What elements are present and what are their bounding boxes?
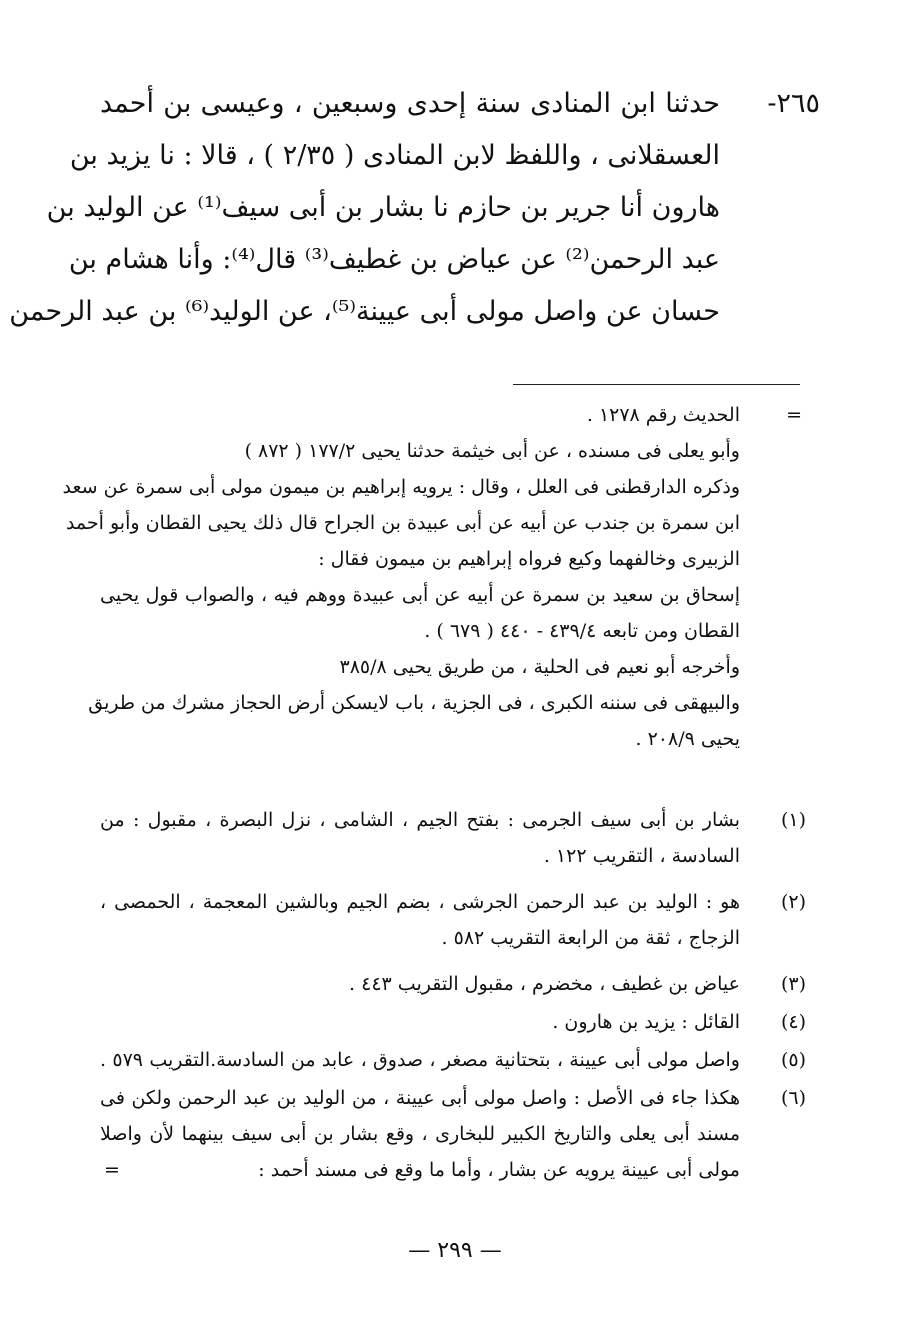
footnote-6: (٦) هكذا جاء فى الأصل : واصل مولى أبى عيينة ، من الوليد بن عبد الرحمن ولكن فى	[100, 1080, 820, 1116]
main-text-line: العسقلانى ، واللفظ لابن المنادى ( ٢/٣٥ ) ، قالا : نا يزيد بن	[69, 140, 720, 171]
main-text-line: حسان عن واصل مولى أبى عيينة⁽⁵⁾، عن الوليد⁽⁶⁾ بن عبد الرحمن	[9, 296, 720, 327]
footnote-1-continued: السادسة ، التقريب ١٢٢ .	[543, 845, 740, 867]
footnote-3: (٣) عياض بن غطيف ، مخضرم ، مقبول التقريب ٤٤٣ .	[100, 966, 820, 1002]
footnote-2: (٢) هو : الوليد بن عبد الرحمن الجرشى ، بضم الجيم وبالشين المعجمة ، الحمصى ،	[100, 884, 820, 920]
footnote-marker: (٤)	[780, 1011, 806, 1033]
footnote-5: (٥) واصل مولى أبى عيينة ، بتحتانية مصغر ، صدوق ، عابد من السادسة.التقريب ٥٧٩ .	[100, 1042, 820, 1078]
footnote-4: (٤) القائل : يزيد بن هارون .	[100, 1004, 820, 1040]
footnote-1: (١) بشار بن أبى سيف الجرمى : بفتح الجيم ، الشامى ، نزل البصرة ، مقبول : من	[100, 802, 820, 838]
footnote-6-continued: مسند أبى يعلى والتاريخ الكبير للبخارى ، وقع بشار بن أبى سيف بينهما لأن واصلا	[100, 1123, 740, 1145]
footnote-marker: (٥)	[780, 1049, 806, 1071]
footnote-marker: (١)	[780, 809, 806, 831]
footnotes	[62, 397, 820, 1207]
page-number: — ٢٩٩ —	[408, 1238, 502, 1263]
footnote-separator	[513, 384, 800, 385]
footnote-marker: (٣)	[780, 973, 806, 995]
footnote-continuation-line: يحيى ٢٠٨/٩ .	[635, 728, 740, 750]
footnote-continuation-line: وأبو يعلى فى مسنده ، عن أبى خيثمة حدثنا يحيى ١٧٧/٢ ( ٨٧٢ )	[244, 440, 740, 462]
footnote-continuation-line: والبيهقى فى سننه الكبرى ، فى الجزية ، باب لايسكن أرض الحجاز مشرك من طريق	[88, 692, 740, 714]
continuation-mark: =	[786, 404, 802, 426]
hadith-number: ٢٦٥-	[767, 88, 820, 119]
footnote-marker: (٦)	[780, 1087, 806, 1109]
main-text	[9, 78, 820, 338]
footnote-continuation-line: وذكره الدارقطنى فى العلل ، وقال : يرويه إبراهيم بن ميمون مولى أبى سمرة عن سعد	[62, 476, 740, 498]
continuation-mark-end: =	[104, 1159, 120, 1181]
footnote-continuation-line: الزبيرى وخالفهما وكيع فرواه إبراهيم بن ميمون فقال :	[318, 548, 740, 570]
main-text-line: هارون أنا جرير بن حازم نا بشار بن أبى سيف⁽¹⁾ عن الوليد بن	[46, 192, 720, 223]
footnote-6-continued: مولى أبى عيينة يرويه عن بشار ، وأما ما وقع فى مسند أحمد : =	[100, 1152, 820, 1188]
footnote-2-continued: الزجاج ، ثقة من الرابعة التقريب ٥٨٢ .	[441, 927, 740, 949]
footnote-continuation-line: وأخرجه أبو نعيم فى الحلية ، من طريق يحيى ٣٨٥/٨	[339, 656, 740, 678]
footnote-continuation-line: = الحديث رقم ١٢٧٨ .	[100, 397, 820, 433]
footnote-continuation-line: إسحاق بن سعيد بن سمرة عن أبيه عن أبى عبيدة ووهم فيه ، والصواب قول يحيى	[100, 584, 740, 606]
footnote-marker: (٢)	[780, 891, 806, 913]
main-text-line: حدثنا ابن المنادى سنة إحدى وسبعين ، وعيسى بن أحمد	[100, 88, 720, 119]
main-text-line: عبد الرحمن⁽²⁾ عن عياض بن غطيف⁽³⁾ قال⁽⁴⁾: وأنا هشام بن	[68, 244, 720, 275]
footnote-continuation-line: ابن سمرة بن جندب عن أبيه عن أبى عبيدة بن الجراح قال ذلك يحيى القطان وأبو أحمد	[65, 512, 740, 534]
footnote-continuation-line: القطان ومن تابعه ٤٣٩/٤ - ٤٤٠ ( ٦٧٩ ) .	[424, 620, 740, 642]
